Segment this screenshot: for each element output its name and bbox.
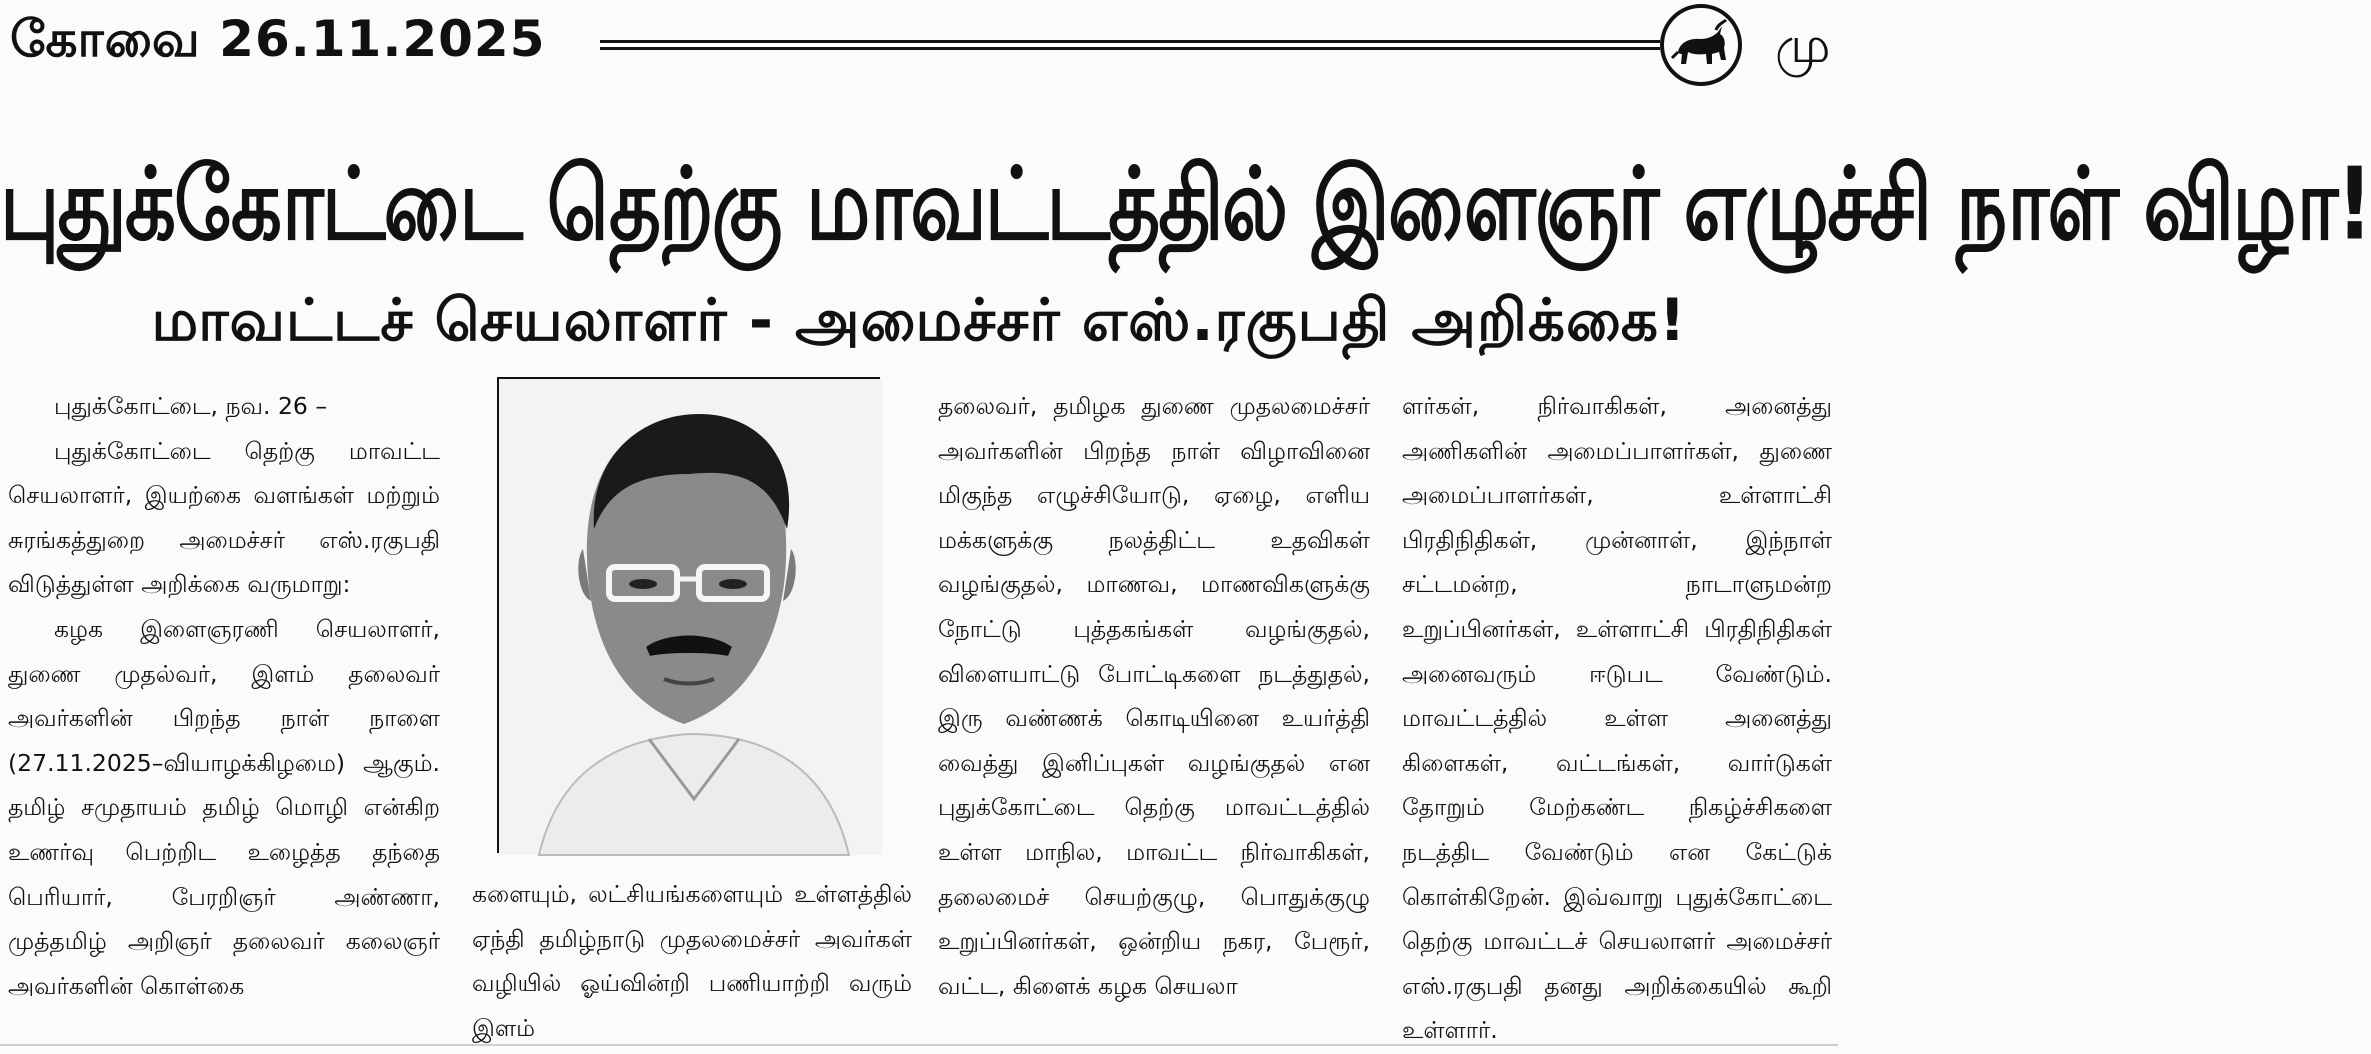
masthead [0,0,1838,100]
article-paragraph: ளர்கள், நிர்வாகிகள், அனைத்து அணிகளின் அமைப்பாளர்கள், துணை அமைப்பாளர்கள், உள்ளாட்சி பிரதிநிதிகள், முன்னாள், இந்நாள் சட்டமன்ற, நாடாளுமன்ற உறுப்பினர்கள், உள்ளாட்சி பிரதிநிதிகள் அனைவரும் ஈடுபட வேண்டும். மாவட்டத்தில் உள்ள அனைத்து கிளைகள், வட்டங்கள், வார்டுகள் தோறும் மேற்கண்ட நிகழ்ச்சிகளை நடத்திட வேண்டும் என கேட்டுக் கொள்கிறேன். இவ்வாறு புதுக்கோட்டை தெற்கு மாவட்டச் செயலாளர் அமைச்சர் எஸ்.ரகுபதி தனது அறிக்கையில் கூறி உள்ளார். [1402,392,1832,1045]
article-column-2 [472,872,912,1050]
subheadline: மாவட்டச் செயலாளர் - அமைச்சர் எஸ்.ரகுபதி அறிக்கை! [151,286,1687,354]
article-paragraph: களையும், லட்சியங்களையும் உள்ளத்தில் ஏந்தி தமிழ்நாடு முதலமைச்சர் அவர்கள் வழியில் ஓய்வின்றி பணியாற்றி வரும் இளம் [472,880,912,1042]
article-column-1 [8,384,440,1008]
headline: புதுக்கோட்டை தெற்கு மாவட்டத்தில் இளைஞர் எழுச்சி நாள் விழா! [0,146,2371,263]
article-column-4 [1402,384,1832,1053]
masthead-rule [600,40,1660,43]
article-paragraph: புதுக்கோட்டை, நவ. 26 – [54,392,328,420]
portrait-photo [497,377,880,853]
paper-name-fragment: மு [1775,16,1831,74]
masthead-rule [600,47,1660,50]
article-paragraph: தலைவர், தமிழக துணை முதலமைச்சர் அவர்களின் பிறந்த நாள் விழாவினை மிகுந்த எழுச்சியோடு, ஏழை, எளிய மக்களுக்கு நலத்திட்ட உதவிகள் வழங்குதல், மாணவ, மாணவிகளுக்கு நோட்டு புத்தகங்கள் வழங்குதல், விளையாட்டு போட்டிகளை நடத்துதல், இரு வண்ணக் கொடியினை உயர்த்தி வைத்து இனிப்புகள் வழங்குதல் என புதுக்கோட்டை தெற்கு மாவட்டத்தில் உள்ள மாநில, மாவட்ட நிர்வாகிகள், தலைமைச் செயற்குழு, பொதுக்குழு உறுப்பினர்கள், ஒன்றிய நகர, பேரூர், வட்ட, கிளைக் கழக செயலா [938,392,1370,1000]
dateline: கோவை 26.11.2025 [10,10,546,68]
bull-emblem-icon [1660,4,1742,86]
bottom-divider [0,1044,1838,1046]
article-column-3 [938,384,1370,1008]
article-paragraph: புதுக்கோட்டை தெற்கு மாவட்ட செயலாளர், இயற்கை வளங்கள் மற்றும் சுரங்கத்துறை அமைச்சர் எஸ்.ரகுபதி விடுத்துள்ள அறிக்கை வருமாறு: [8,436,440,599]
article-paragraph: கழக இளைஞரணி செயலாளர், துணை முதல்வர், இளம் தலைவர் அவர்களின் பிறந்த நாள் நாளை (27.11.2025–வியாழக்கிழமை) ஆகும். தமிழ் சமுதாயம் தமிழ் மொழி என்கிற உணர்வு பெற்றிட உழைத்த தந்தை பெரியார், பேரறிஞர் அண்ணா, முத்தமிழ் அறிஞர் தலைவர் கலைஞர் அவர்களின் கொள்கை [8,614,440,1000]
